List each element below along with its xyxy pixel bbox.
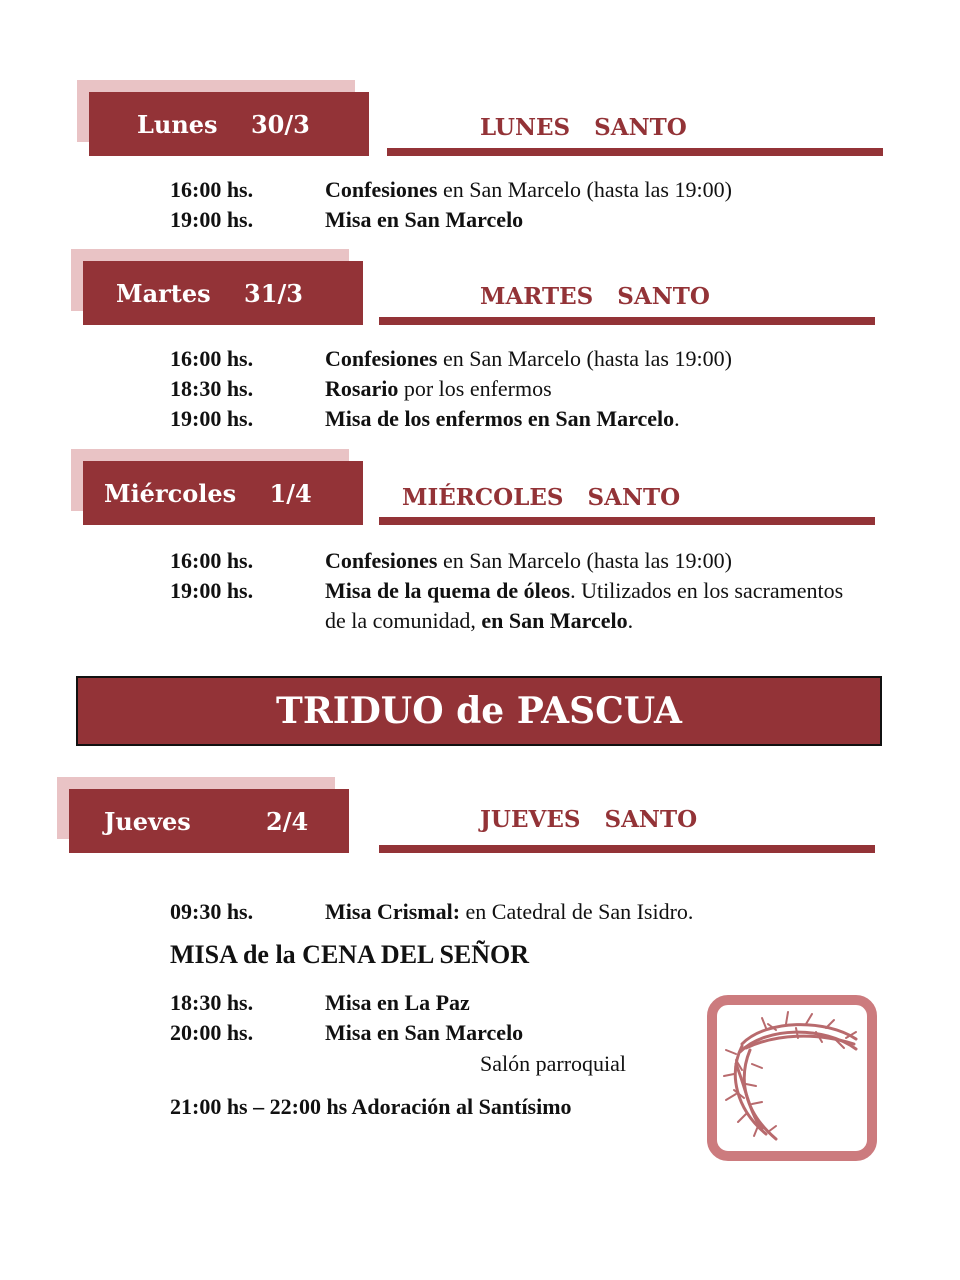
day-title: MARTES SANTO bbox=[480, 283, 710, 310]
event-time: 19:00 hs. bbox=[170, 406, 254, 431]
event-time: 19:00 hs. bbox=[170, 578, 254, 603]
event-desc: Confesiones en San Marcelo (hasta las 19:00) bbox=[325, 346, 732, 371]
event-desc: Confesiones en San Marcelo (hasta las 19:00) bbox=[325, 548, 732, 573]
title-underline bbox=[379, 517, 875, 525]
event-desc: Confesiones en San Marcelo (hasta las 19:00) bbox=[325, 177, 732, 202]
day-label: Jueves 2/4 bbox=[69, 789, 349, 853]
event-desc: Rosario por los enfermos bbox=[325, 376, 552, 401]
title-underline bbox=[379, 317, 875, 325]
day-label: Lunes 30/3 bbox=[89, 92, 369, 156]
triduo-banner: TRIDUO de PASCUA bbox=[76, 676, 882, 746]
cena-heading: MISA de la CENA DEL SEÑOR bbox=[170, 940, 530, 969]
title-underline bbox=[387, 148, 883, 156]
salon-text: Salón parroquial bbox=[480, 1051, 627, 1076]
day-label: Martes 31/3 bbox=[83, 261, 363, 325]
event-desc: Misa Crismal: en Catedral de San Isidro. bbox=[325, 899, 694, 924]
event-time: 16:00 hs. bbox=[170, 177, 254, 202]
event-time: 16:00 hs. bbox=[170, 548, 254, 573]
crown-of-thorns-icon bbox=[706, 994, 878, 1162]
adoracion-text: 21:00 hs – 22:00 hs Adoración al Santísimo bbox=[170, 1094, 572, 1119]
event-desc: Misa en La Paz bbox=[325, 990, 470, 1015]
event-desc: Misa en San Marcelo bbox=[325, 1020, 524, 1045]
title-underline bbox=[379, 845, 875, 853]
event-time: 19:00 hs. bbox=[170, 207, 254, 232]
event-time: 16:00 hs. bbox=[170, 346, 254, 371]
day-label: Miércoles 1/4 bbox=[83, 461, 363, 525]
event-desc: Misa en San Marcelo bbox=[325, 207, 524, 232]
event-time: 09:30 hs. bbox=[170, 899, 254, 924]
event-time: 20:00 hs. bbox=[170, 1020, 254, 1045]
event-desc: Misa de la quema de óleos. Utilizados en los sacramentos de la comunidad, en San Marcelo. bbox=[325, 578, 844, 633]
event-time: 18:30 hs. bbox=[170, 990, 254, 1015]
event-desc: Misa de los enfermos en San Marcelo. bbox=[325, 406, 680, 431]
event-time: 18:30 hs. bbox=[170, 376, 254, 401]
day-title: LUNES SANTO bbox=[480, 114, 687, 141]
day-title: MIÉRCOLES SANTO bbox=[402, 484, 681, 511]
day-title: JUEVES SANTO bbox=[480, 806, 698, 833]
